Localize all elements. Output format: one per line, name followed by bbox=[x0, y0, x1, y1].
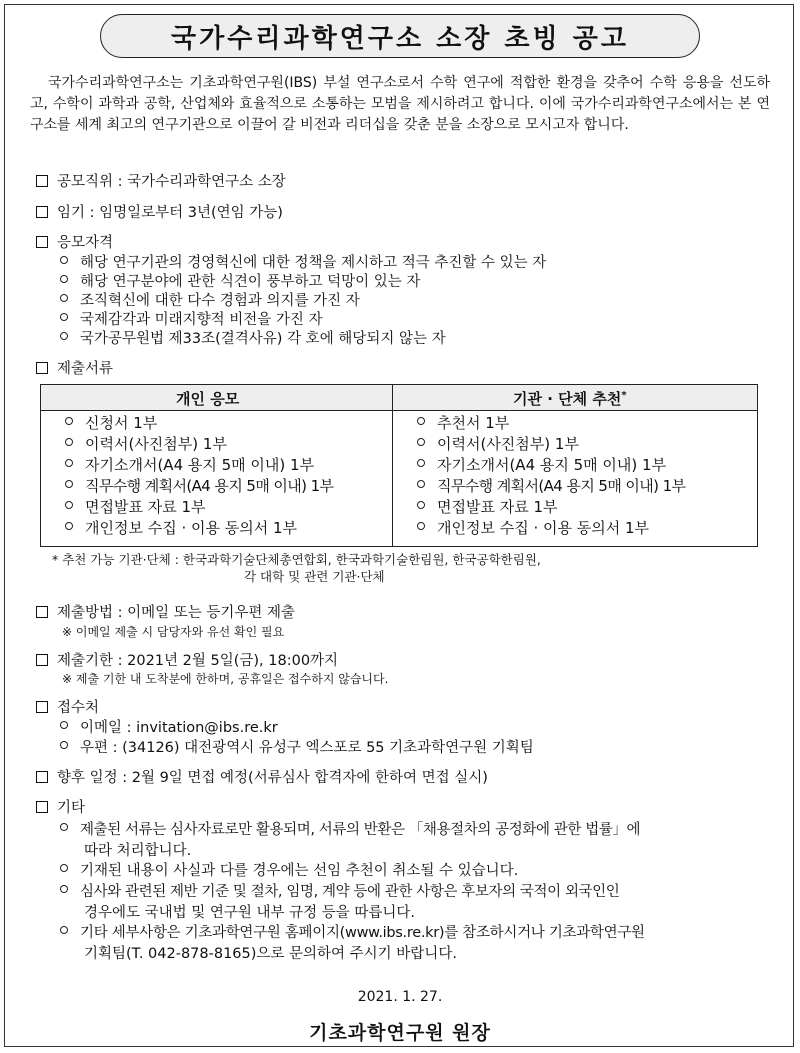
etc-item: 제출된 서류는 심사자료로만 활용되며, 서류의 반환은 「채용절차의 공정화에 관한 법률」에 따라 처리합니다. bbox=[60, 820, 760, 861]
etc-item: 심사와 관련된 제반 기준 및 절차, 임명, 계약 등에 관한 사항은 후보자의 국적이 외국인인 경우에도 국내법 및 연구원 내부 규정 등을 따릅니다. bbox=[60, 882, 760, 923]
circle-bullet-icon bbox=[417, 501, 425, 509]
checkbox-icon bbox=[36, 206, 48, 218]
circle-bullet-icon bbox=[65, 459, 73, 467]
individual-doc-item: 이력서(사진첨부) 1부 bbox=[65, 434, 227, 455]
checkbox-icon bbox=[36, 236, 48, 248]
circle-bullet-icon bbox=[65, 438, 73, 446]
header-institution: 기관 · 단체 추천* bbox=[513, 390, 627, 408]
institution-doc-item: 면접발표 자료 1부 bbox=[417, 497, 558, 518]
individual-doc-item: 신청서 1부 bbox=[65, 413, 157, 434]
qualification-item: 조직혁신에 대한 다수 경험과 의지를 가진 자 bbox=[60, 291, 360, 311]
institution-doc-item: 개인정보 수집 · 이용 동의서 1부 bbox=[417, 518, 649, 539]
checkbox-icon bbox=[36, 606, 48, 618]
submission-method-note: ※ 이메일 제출 시 담당자와 유선 확인 필요 bbox=[62, 625, 285, 639]
qualification-item: 해당 연구기관의 경영혁신에 대한 정책을 제시하고 적극 추진할 수 있는 자 bbox=[60, 253, 546, 273]
qualifications-heading: 응모자격 bbox=[36, 233, 113, 253]
checkbox-icon bbox=[36, 175, 48, 187]
table-header-row bbox=[41, 385, 757, 411]
circle-bullet-icon bbox=[60, 823, 68, 831]
checkbox-icon bbox=[36, 701, 48, 713]
circle-bullet-icon bbox=[60, 294, 68, 302]
institution-doc-item: 추천서 1부 bbox=[417, 413, 509, 434]
qualification-item: 국제감각과 미래지향적 비전을 가진 자 bbox=[60, 310, 323, 330]
notice-date: 2021. 1. 27. bbox=[357, 989, 443, 1005]
recommendation-footnote-cont: 각 대학 및 관련 기관·단체 bbox=[244, 569, 385, 584]
documents-heading: 제출서류 bbox=[36, 359, 113, 379]
contact-mail: 우편 : (34126) 대전광역시 유성구 엑스포로 55 기초과학연구원 기획팀 bbox=[60, 738, 534, 758]
circle-bullet-icon bbox=[60, 926, 68, 934]
circle-bullet-icon bbox=[60, 885, 68, 893]
checkbox-icon bbox=[36, 771, 48, 783]
individual-doc-item: 직무수행 계획서(A4 용지 5매 이내) 1부 bbox=[65, 476, 333, 497]
circle-bullet-icon bbox=[65, 480, 73, 488]
contact-heading: 접수처 bbox=[36, 698, 99, 718]
circle-bullet-icon bbox=[417, 480, 425, 488]
qualification-item: 국가공무원법 제33조(결격사유) 각 호에 해당되지 않는 자 bbox=[60, 329, 446, 349]
circle-bullet-icon bbox=[60, 721, 68, 729]
circle-bullet-icon bbox=[60, 275, 68, 283]
header-individual: 개인 응모 bbox=[176, 390, 240, 408]
recommendation-footnote: * 추천 가능 기관·단체 : 한국과학기술단체총연합회, 한국과학기술한림원, 한국공학한림원, bbox=[52, 552, 541, 567]
checkbox-icon bbox=[36, 801, 48, 813]
etc-item: 기재된 내용이 사실과 다를 경우에는 선임 추천이 취소될 수 있습니다. bbox=[60, 861, 760, 882]
individual-doc-item: 면접발표 자료 1부 bbox=[65, 497, 206, 518]
schedule-item: 향후 일정 : 2월 9일 면접 예정(서류심사 합격자에 한하여 면접 실시) bbox=[36, 768, 488, 788]
circle-bullet-icon bbox=[60, 256, 68, 264]
page-title: 국가수리과학연구소 소장 초빙 공고 bbox=[171, 23, 629, 54]
circle-bullet-icon bbox=[417, 522, 425, 530]
circle-bullet-icon bbox=[65, 417, 73, 425]
circle-bullet-icon bbox=[417, 438, 425, 446]
column-divider bbox=[392, 385, 393, 546]
circle-bullet-icon bbox=[60, 741, 68, 749]
institution-doc-item: 이력서(사진첨부) 1부 bbox=[417, 434, 579, 455]
etc-item: 기타 세부사항은 기초과학연구원 홈페이지(www.ibs.re.kr)를 참조하시거나 기초과학연구원 기획팀(T. 042-878-8165)으로 문의하여 주시기 바랍니다. bbox=[60, 923, 760, 964]
circle-bullet-icon bbox=[60, 864, 68, 872]
circle-bullet-icon bbox=[60, 313, 68, 321]
individual-doc-item: 개인정보 수집 · 이용 동의서 1부 bbox=[65, 518, 297, 539]
documents-table bbox=[40, 384, 758, 547]
deadline-item: 제출기한 : 2021년 2월 5일(금), 18:00까지 bbox=[36, 651, 338, 671]
circle-bullet-icon bbox=[417, 459, 425, 467]
term-item: 임기 : 임명일로부터 3년(연임 가능) bbox=[36, 203, 283, 223]
circle-bullet-icon bbox=[417, 417, 425, 425]
position-item: 공모직위 : 국가수리과학연구소 소장 bbox=[36, 172, 286, 192]
qualification-item: 해당 연구분야에 관한 식견이 풍부하고 덕망이 있는 자 bbox=[60, 272, 420, 292]
intro-paragraph: 국가수리과학연구소는 기초과학연구원(IBS) 부설 연구소로서 수학 연구에 적합한 환경을 갖추어 수학 응용을 선도하고, 수학이 과학과 공학, 산업체와 효율적으로 소통하는 모범을 제시하려고 합니다. 이에 국가수리과학연구소에서는 본 연구소를 세계 최고의 연구기관으로 이끌어 갈 비전과 리더십을 갖춘 분을 소장으로 모시고자 합니다. bbox=[30, 75, 770, 133]
individual-doc-item: 자기소개서(A4 용지 5매 이내) 1부 bbox=[65, 455, 314, 476]
circle-bullet-icon bbox=[60, 332, 68, 340]
checkbox-icon bbox=[36, 362, 48, 374]
contact-email: 이메일 : invitation@ibs.re.kr bbox=[60, 718, 278, 738]
signature: 기초과학연구원 원장 bbox=[309, 1022, 491, 1044]
circle-bullet-icon bbox=[65, 522, 73, 530]
checkbox-icon bbox=[36, 654, 48, 666]
circle-bullet-icon bbox=[65, 501, 73, 509]
institution-doc-item: 직무수행 계획서(A4 용지 5매 이내) 1부 bbox=[417, 476, 685, 497]
submission-method-item: 제출방법 : 이메일 또는 등기우편 제출 bbox=[36, 603, 295, 623]
institution-doc-item: 자기소개서(A4 용지 5매 이내) 1부 bbox=[417, 455, 666, 476]
title-banner bbox=[100, 14, 700, 58]
etc-heading: 기타 bbox=[36, 798, 85, 818]
deadline-note: ※ 제출 기한 내 도착분에 한하며, 공휴일은 접수하지 않습니다. bbox=[62, 672, 389, 686]
